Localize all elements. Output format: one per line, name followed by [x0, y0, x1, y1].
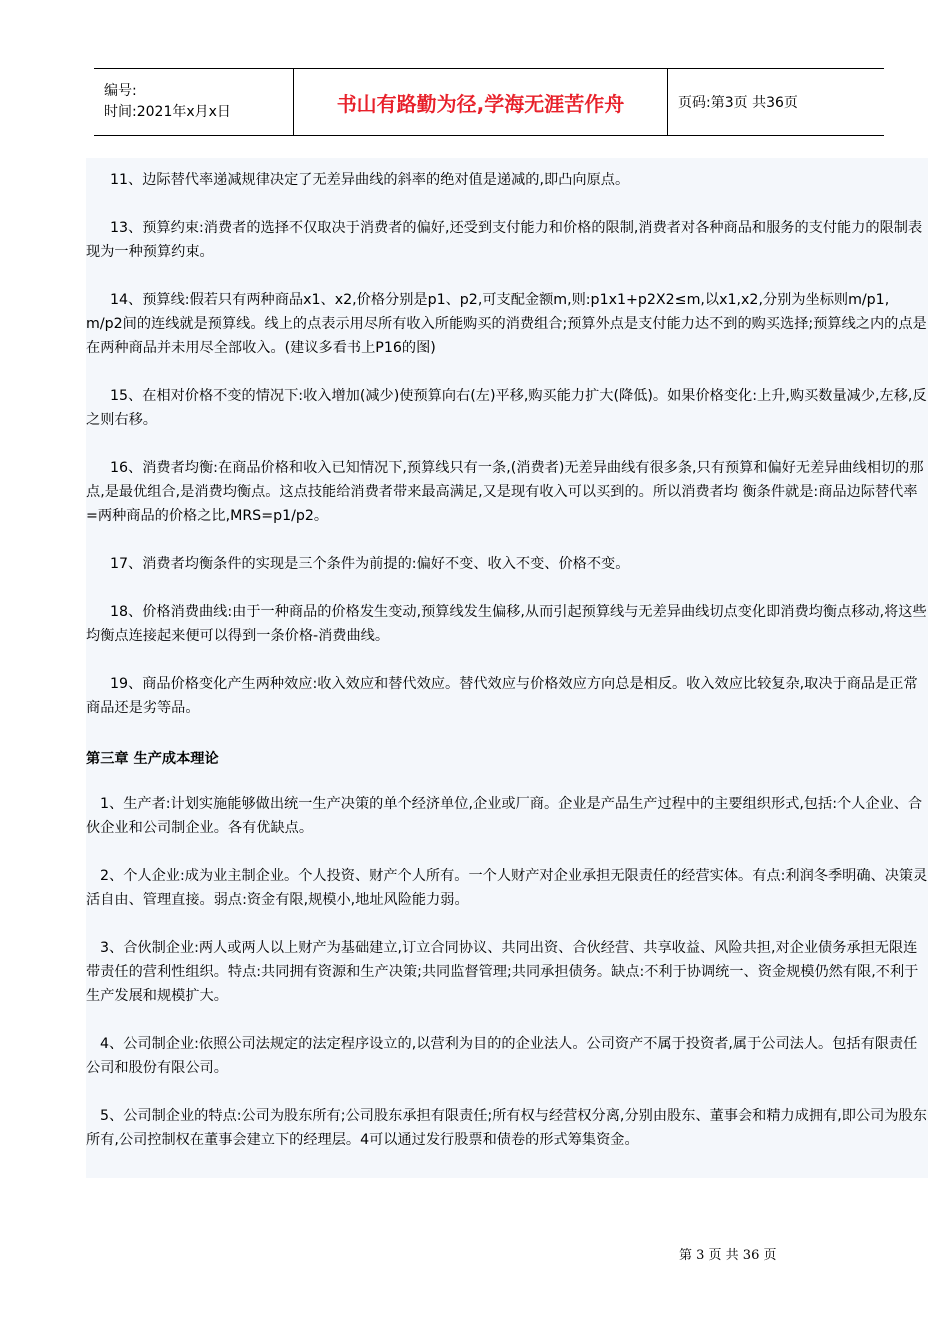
chapter-paragraph-2: 2、个人企业:成为业主制企业。个人投资、财产个人所有。一个人财产对企业承担无限责任的经营实体。有点:利润冬季明确、决策灵活自由、管理直接。弱点:资金有限,规模小,地址风险能力弱。 — [86, 868, 928, 908]
chapter-paragraph-4: 4、公司制企业:依照公司法规定的法定程序设立的,以营利为目的的企业法人。公司资产不属于投资者,属于公司法人。包括有限责任公司和股份有限公司。 — [86, 1036, 918, 1076]
paragraph-16: 16、消费者均衡:在商品价格和收入已知情况下,预算线只有一条,(消费者)无差异曲线有很多条,只有预算和偏好无差异曲线相切的那点,是最优组合,是消费均衡点。这点技能给消费者带来最高满足,又是现有收入可以买到的。所以消费者均 衡条件就是:商品边际替代率=两种商品的价格之比,MRS=p1/p2。 — [86, 460, 924, 524]
chapter-title: 第三章 生产成本理论 — [86, 751, 219, 767]
paragraph-15: 15、在相对价格不变的情况下:收入增加(减少)使预算向右(左)平移,购买能力扩大(降低)。如果价格变化:上升,购买数量减少,左移,反之则右移。 — [86, 388, 927, 428]
header-left-cell — [94, 69, 294, 135]
paragraph-11: 11、边际替代率递减规律决定了无差异曲线的斜率的绝对值是递减的,即凸向原点。 — [110, 172, 630, 188]
chapter-paragraph-1: 1、生产者:计划实施能够做出统一生产决策的单个经济单位,企业或厂商。企业是产品生产过程中的主要组织形式,包括:个人企业、合伙企业和公司制企业。各有优缺点。 — [86, 796, 923, 836]
chapter-paragraph-5: 5、公司制企业的特点:公司为股东所有;公司股东承担有限责任;所有权与经营权分离,分别由股东、董事会和精力成拥有,即公司为股东所有,公司控制权在董事会建立下的经理层。4可以通过发行股票和债卷的形式筹集资金。 — [86, 1108, 927, 1148]
paragraph-13: 13、预算约束:消费者的选择不仅取决于消费者的偏好,还受到支付能力和价格的限制,消费者对各种商品和服务的支付能力的限制表现为一种预算约束。 — [86, 220, 923, 260]
page-footer: 第 3 页 共 36 页 — [679, 1248, 777, 1263]
header-right-cell — [668, 69, 884, 135]
number-label: 编号: — [104, 83, 137, 99]
document-body — [86, 158, 928, 1178]
paragraph-19: 19、商品价格变化产生两种效应:收入效应和替代效应。替代效应与价格效应方向总是相反。收入效应比较复杂,取决于商品是正常商品还是劣等品。 — [86, 676, 918, 716]
motto-text: 书山有路勤为径,学海无涯苦作舟 — [336, 91, 625, 116]
time-label: 时间:2021年x月x日 — [104, 104, 231, 120]
header-motto-cell — [294, 69, 668, 135]
page-header — [94, 68, 884, 136]
paragraph-18: 18、价格消费曲线:由于一种商品的价格发生变动,预算线发生偏移,从而引起预算线与无差异曲线切点变化即消费均衡点移动,将这些均衡点连接起来便可以得到一条价格-消费曲线。 — [86, 604, 927, 644]
chapter-paragraph-3: 3、合伙制企业:两人或两人以上财产为基础建立,订立合同协议、共同出资、合伙经营、共享收益、风险共担,对企业债务承担无限连带责任的营利性组织。特点:共同拥有资源和生产决策;共同监督管理;共同承担债务。缺点:不利于协调统一、资金规模仍然有限,不利于生产发展和规模扩大。 — [86, 940, 919, 1004]
paragraph-17: 17、消费者均衡条件的实现是三个条件为前提的:偏好不变、收入不变、价格不变。 — [110, 556, 630, 572]
paragraph-14: 14、预算线:假若只有两种商品x1、x2,价格分别是p1、p2,可支配金额m,则:p1x1+p2X2≤m,以x1,x2,分别为坐标则m/p1, m/p2间的连线就是预算线。线上的点表示用尽所有收入所能购买的消费组合;预算外点是支付能力达不到的购买选择;预算线之内的点是在两种商品并未用尽全部收入。(建议多看书上P16的图) — [86, 292, 927, 356]
page-code: 页码:第3页 共36页 — [678, 95, 798, 111]
